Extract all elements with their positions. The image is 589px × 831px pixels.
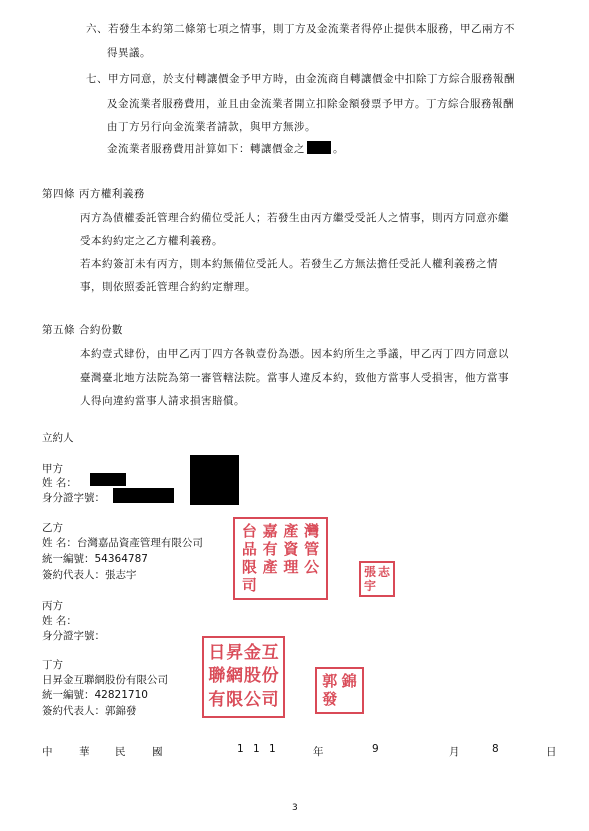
- article4-p1-line1: 丙方為債權委託管理合約備位受託人；若發生由丙方繼受受託人之情事，則丙方同意亦繼: [80, 212, 509, 224]
- seal-character: 嘉: [262, 522, 278, 541]
- seal-character: 灣: [304, 522, 320, 541]
- fee-suffix: 。: [333, 143, 344, 155]
- party-d-rep-value: 郭錦發: [105, 705, 137, 717]
- seal-character: 網: [226, 666, 244, 687]
- party-d-rep-row: [42, 703, 137, 718]
- party-d-person-seal: [315, 667, 364, 714]
- party-b-rep-row: [42, 567, 137, 582]
- seal-character: 昇: [226, 643, 244, 664]
- party-c-id-label: 身分證字號：: [42, 630, 105, 642]
- date-char-4: 國: [152, 746, 163, 758]
- date-month: 9: [372, 743, 379, 755]
- party-b-tax-label: 統一編號：: [42, 553, 95, 565]
- seal-character: 資: [283, 540, 299, 559]
- date-day-unit: 日: [546, 746, 557, 758]
- seal-character: 份: [261, 666, 279, 687]
- party-b-tax-value: 54364787: [94, 553, 148, 565]
- date-char-1: 中: [42, 746, 53, 758]
- party-b-company-seal: [233, 517, 328, 600]
- seal-character: 互: [261, 643, 279, 664]
- party-c-name-label: 姓 名：: [42, 615, 77, 627]
- party-a-signature-redaction: [190, 455, 239, 505]
- party-b-label: 乙方: [42, 522, 63, 534]
- seal-character: 張: [363, 565, 376, 579]
- seal-character: 聯: [208, 666, 226, 687]
- article4-heading: 第四條 丙方權利義務: [42, 188, 145, 200]
- clause-six-line2: 得異議。: [107, 47, 151, 59]
- party-b-tax-row: [42, 551, 148, 566]
- party-d-tax-label: 統一編號：: [42, 689, 95, 701]
- article4-p2-line2: 事，則依照委託管理合約約定辦理。: [80, 281, 256, 293]
- signatories-title: 立約人: [42, 432, 74, 444]
- seal-character: 郭: [322, 671, 338, 690]
- article5-p1-line2: 臺灣臺北地方法院為第一審管轄法院。當事人違反本約，致他方當事人受損害，他方當事: [80, 372, 509, 384]
- seal-character: 理: [283, 557, 299, 576]
- seal-character: 日: [208, 643, 226, 664]
- seal-character: 司: [241, 575, 257, 594]
- seal-character: 金: [243, 643, 261, 664]
- seal-character: 台: [241, 522, 257, 541]
- clause-seven-line1: 七、甲方同意，於支付轉讓價金予甲方時，由金流商自轉讓價金中扣除丁方綜合服務報酬: [86, 73, 515, 85]
- party-b-name-value: 台灣嘉品資產管理有限公司: [76, 537, 203, 549]
- seal-character: 產: [283, 522, 299, 541]
- party-b-rep-label: 簽約代表人：: [42, 569, 105, 581]
- article4-p1-line2: 受本約約定之乙方權利義務。: [80, 235, 223, 247]
- seal-character: 宇: [363, 579, 376, 593]
- seal-character: 公: [243, 689, 261, 710]
- clause-seven-line2: 及金流業者服務費用，並且由金流業者開立扣除金額發票予甲方。丁方綜合服務報酬: [107, 98, 514, 110]
- clause-six-line1: 六、若發生本約第二條第七項之情事，則丁方及金流業者得停止提供本服務，甲乙兩方不: [86, 23, 515, 35]
- party-a-name-label: 姓 名：: [42, 477, 77, 489]
- article4-p2-line1: 若本約簽訂未有丙方，則本約無備位受託人。若發生乙方無法擔任受託人權利義務之情: [80, 258, 498, 270]
- fee-redaction: [307, 141, 331, 154]
- seal-character: 股: [243, 666, 261, 687]
- date-year: 1 1 1: [237, 743, 279, 755]
- date-char-2: 華: [79, 746, 90, 758]
- seal-character: 管: [304, 540, 320, 559]
- article5-heading: 第五條 合約份數: [42, 324, 123, 336]
- party-a-label: 甲方: [42, 463, 63, 475]
- seal-character: 司: [261, 689, 279, 710]
- fee-text: 金流業者服務費用計算如下：轉讓價金之: [107, 143, 305, 155]
- seal-character: 有: [208, 689, 226, 710]
- party-b-rep-value: 張志宇: [105, 569, 137, 581]
- clause-seven-line3: 由丁方另行向金流業者請款，與甲方無涉。: [107, 121, 316, 133]
- seal-character: 有: [262, 540, 278, 559]
- party-b-person-seal: [359, 561, 395, 597]
- date-month-unit: 月: [449, 746, 460, 758]
- seal-character: 發: [322, 690, 338, 709]
- party-d-company-seal: [202, 636, 285, 718]
- party-c-label: 丙方: [42, 600, 63, 612]
- date-char-3: 民: [115, 746, 126, 758]
- party-d-tax-value: 42821710: [94, 689, 148, 701]
- seal-character: 產: [262, 557, 278, 576]
- party-d-tax-row: [42, 687, 148, 702]
- party-d-label: 丁方: [42, 659, 63, 671]
- date-year-unit: 年: [313, 746, 324, 758]
- seal-character: 志: [377, 565, 390, 579]
- date-day: 8: [492, 743, 499, 755]
- clause-seven-line4: [107, 141, 344, 156]
- seal-character: 公: [304, 557, 320, 576]
- party-a-name-redaction: [90, 473, 126, 486]
- seal-character: 限: [241, 557, 257, 576]
- seal-character: 品: [241, 540, 257, 559]
- party-b-name-row: [42, 535, 203, 550]
- page-number: 3: [292, 803, 298, 813]
- article5-p1-line3: 人得向違約當事人請求損害賠償。: [80, 395, 245, 407]
- article5-p1-line1: 本約壹式肆份，由甲乙丙丁四方各執壹份為憑。因本約所生之爭議，甲乙丙丁四方同意以: [80, 348, 509, 360]
- party-a-id-redaction: [113, 488, 174, 503]
- party-d-company: 日昇金互聯網股份有限公司: [42, 674, 168, 686]
- party-a-id-label: 身分證字號：: [42, 492, 105, 504]
- seal-character: 錦: [341, 671, 357, 690]
- seal-character: 限: [226, 689, 244, 710]
- party-b-name-label: 姓 名：: [42, 537, 77, 549]
- party-d-rep-label: 簽約代表人：: [42, 705, 105, 717]
